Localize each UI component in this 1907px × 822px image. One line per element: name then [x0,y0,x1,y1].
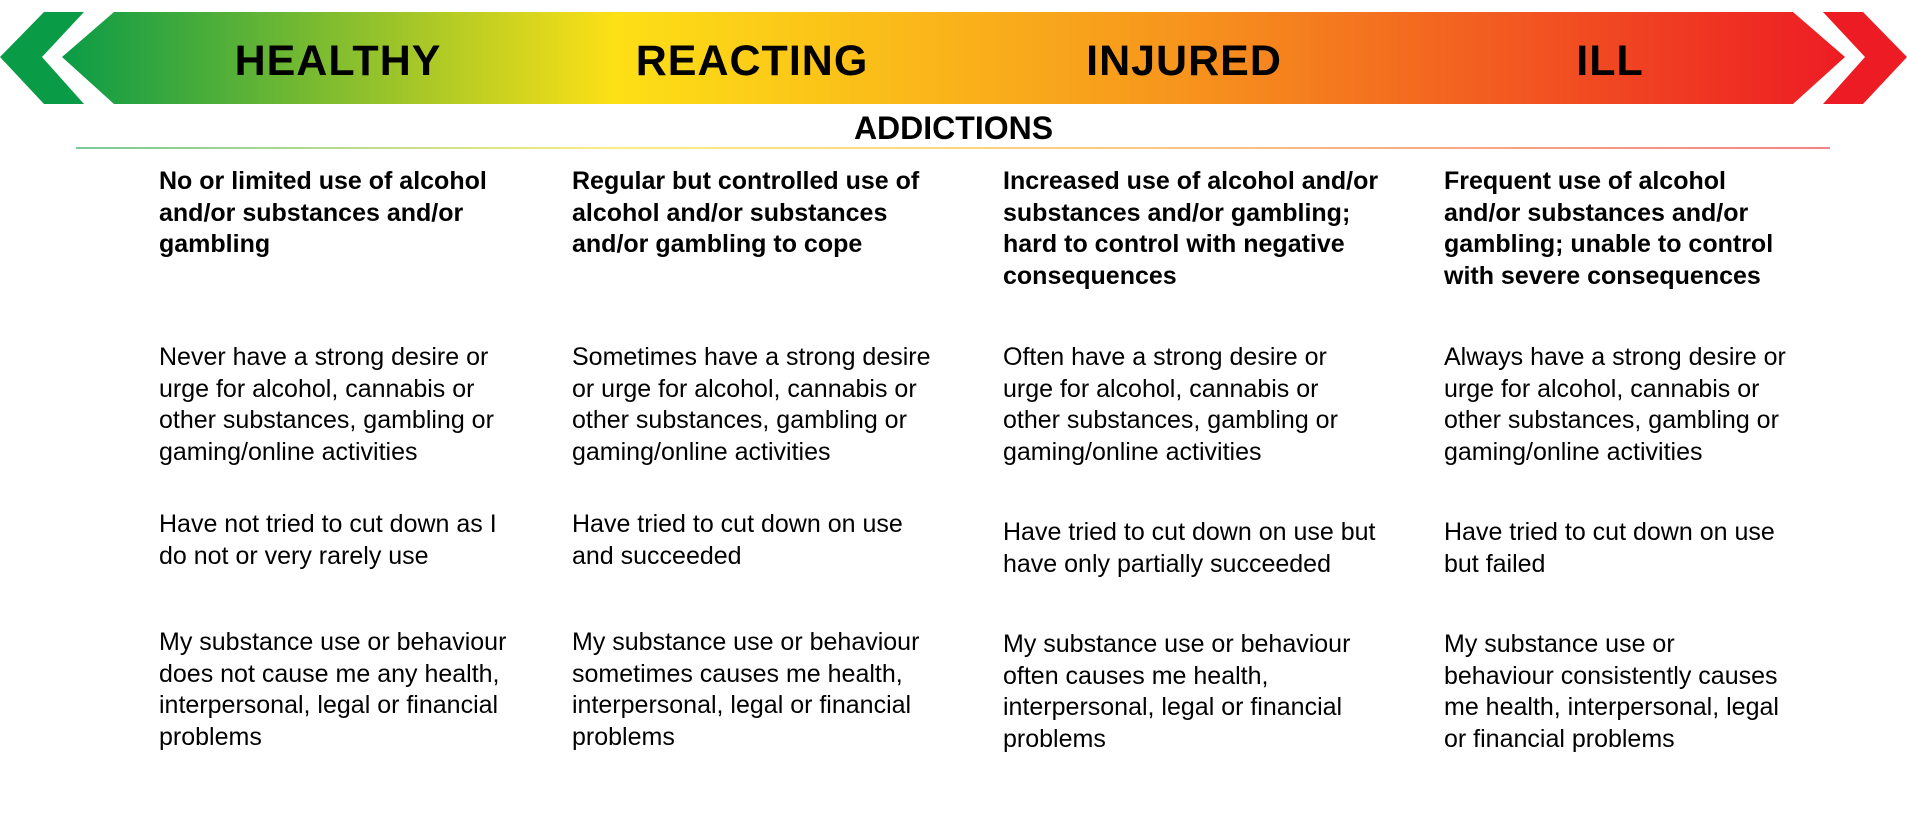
text-line: My substance use or [1444,630,1675,658]
text-line: alcohol and/or substances [572,198,888,227]
text-line: urge for alcohol, cannabis or [159,374,475,403]
text-line: hard to control with negative [1003,230,1345,258]
text-line: and/or substances and/or [159,198,464,227]
stage-label-injured: INJURED [1086,37,1282,85]
column-2-problems [572,627,919,753]
column-3-heading [1003,166,1378,292]
text-line: Never have a strong desire or [159,343,489,371]
text-line: problems [1003,724,1106,753]
text-line: gaming/online activities [572,437,831,466]
text-line: with severe consequences [1444,261,1761,290]
text-line: or financial problems [1444,724,1675,753]
column-4-heading [1444,166,1773,292]
column-2-cut-down [572,509,903,572]
column-1-heading [159,166,487,261]
text-line: or urge for alcohol, cannabis or [572,374,917,403]
column-4-cut-down [1444,517,1775,580]
column-1-problems [159,627,506,753]
text-line: urge for alcohol, cannabis or [1444,374,1760,403]
text-line: other substances, gambling or [572,406,907,434]
column-3-problems [1003,629,1350,755]
text-line: Increased use of alcohol and/or [1003,167,1379,195]
text-line: gambling [159,230,271,258]
column-2-desire [572,342,931,468]
text-line: often causes me health, [1003,661,1269,690]
text-line: urge for alcohol, cannabis or [1003,374,1319,403]
text-line: other substances, gambling or [1003,406,1338,434]
text-line: Always have a strong desire or [1444,343,1786,371]
stage-label-ill: ILL [1576,37,1644,85]
text-line: My substance use or behaviour [159,628,507,656]
text-line: does not cause me any health, [159,659,500,688]
text-line: problems [159,722,262,751]
text-line: My substance use or behaviour [572,628,920,656]
text-line: and/or substances and/or [1444,198,1749,227]
stage-label-reacting: REACTING [635,37,869,85]
text-line: No or limited use of alcohol [159,167,487,195]
text-line: other substances, gambling or [1444,406,1779,434]
text-line: interpersonal, legal or financial [572,691,912,719]
text-line: My substance use or behaviour [1003,630,1351,658]
text-line: do not or very rarely use [159,541,429,570]
text-line: Often have a strong desire or [1003,343,1327,371]
text-line: consequences [1003,261,1177,290]
column-3-desire [1003,342,1338,468]
text-line: gaming/online activities [1444,437,1703,466]
text-line: Sometimes have a strong desire [572,343,931,371]
text-line: but failed [1444,549,1546,578]
text-line: Have tried to cut down on use [572,510,903,538]
column-4-problems [1444,629,1779,755]
text-line: problems [572,722,675,751]
column-1-cut-down [159,509,497,572]
text-line: Have not tried to cut down as I [159,510,497,538]
text-line: interpersonal, legal or financial [1003,693,1343,721]
text-line: Regular but controlled use of [572,167,920,195]
text-line: other substances, gambling or [159,406,494,434]
text-line: me health, interpersonal, legal [1444,693,1779,721]
text-line: Have tried to cut down on use [1444,518,1775,546]
text-line: Have tried to cut down on use but [1003,518,1376,546]
column-4-desire [1444,342,1786,468]
divider [76,146,1830,150]
text-line: gaming/online activities [1003,437,1262,466]
stage-label-healthy: HEALTHY [234,37,442,85]
text-line: interpersonal, legal or financial [159,691,499,719]
section-title: ADDICTIONS [853,110,1054,146]
text-line: gaming/online activities [159,437,418,466]
text-line: and succeeded [572,541,742,570]
text-line: behaviour consistently causes [1444,661,1778,690]
column-2-heading [572,166,919,261]
column-3-cut-down [1003,517,1375,580]
text-line: gambling; unable to control [1444,230,1774,258]
text-line: have only partially succeeded [1003,549,1331,578]
text-line: and/or gambling to cope [572,230,863,258]
text-line: Frequent use of alcohol [1444,167,1726,195]
text-line: sometimes causes me health, [572,659,903,688]
column-1-desire [159,342,494,468]
text-line: substances and/or gambling; [1003,198,1351,227]
